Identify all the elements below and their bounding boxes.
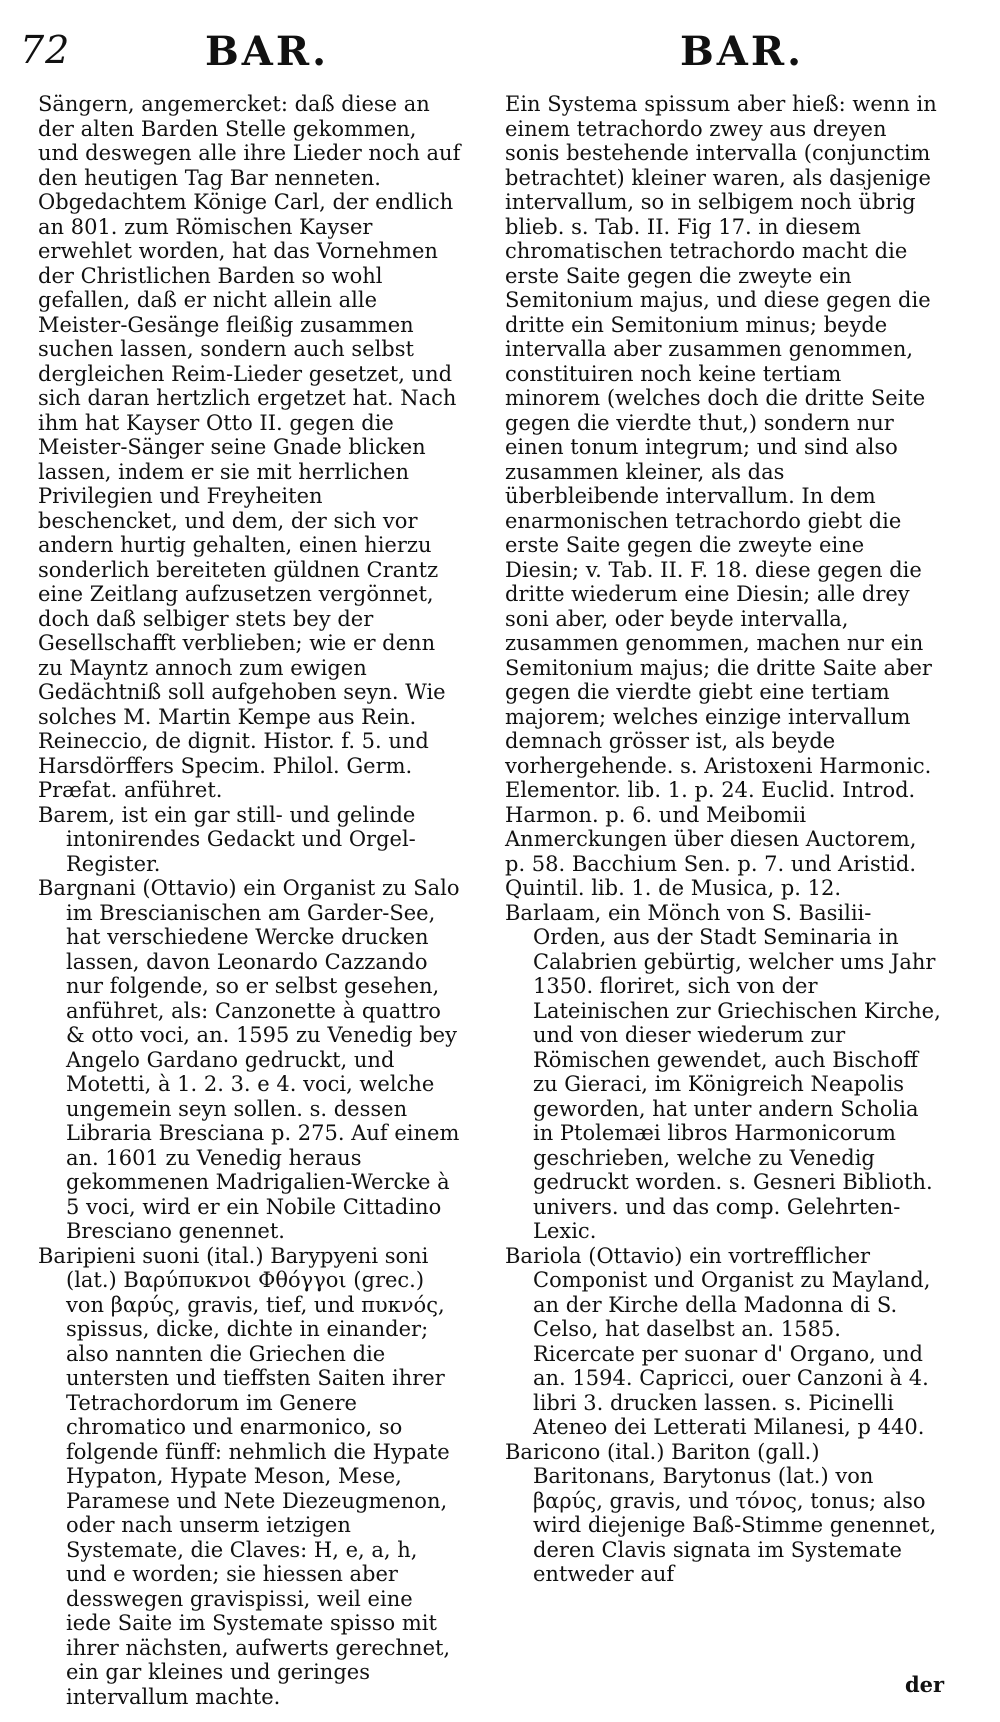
left-column (38, 92, 463, 1709)
entry-barem: Barem, ist ein gar still- und gelinde intonirendes Gedackt und Orgel-Register. (38, 802, 416, 876)
page-number: 72 (20, 28, 71, 72)
entry-baricono: Baricono (ital.) Bariton (gall.) Baritonans, Barytonus (lat.) von βαρύς, gravis, und τόνος, tonus; also wird diejenige Baß-Stimme genennet, deren Clavis signata im Systemate entweder auf (505, 1439, 937, 1586)
entry-barlaam: Barlaam, ein Mönch von S. Basilii-Orden, aus der Stadt Seminaria in Calabrien gebürtig, welcher ums Jahr 1350. floriret, sich von der Lateinischen zur Griechischen Kirche, und von dieser wiederum zur Römischen gewendet, auch Bischoff zu Gieraci, im Königreich Neapolis geworden, hat unter andern Scholia in Ptolemæi libros Harmonicorum geschrieben, welche zu Venedig gedruckt worden. s. Gesneri Biblioth. univers. und das comp. Gelehrten-Lexic. (505, 900, 941, 1243)
continuation-text: Sängern, angemercket: daß diese an der alten Barden Stelle gekommen, und deswegen alle ihre Lieder noch auf den heutigen Tag Bar nenneten. Obgedachtem Könige Carl, der endlich an 801. zum Römischen Kayser erwehlet worden, hat das Vornehmen der Christlichen Barden so wohl gefallen, daß er nicht allein alle Meister-Gesänge fleißig zusammen suchen lassen, sondern auch selbst dergleichen Reim-Lieder gesetzet, und sich daran hertzlich ergetzet hat. Nach ihm hat Kayser Otto II. gegen die Meister-Sänger seine Gnade blicken lassen, indem er sie mit herrlichen Privilegien und Freyheiten beschencket, und dem, der sich vor andern hurtig gehalten, einen hierzu sonderlich bereiteten güldnen Crantz eine Zeitlang aufzusetzen vergönnet, doch daß selbiger stets bey der Gesellschafft verblieben; wie er denn zu Mayntz annoch zum ewigen Gedächtniß soll aufgehoben seyn. Wie solches M. Martin Kempe aus Rein. Reineccio, de dignit. Histor. f. 5. und Harsdörffers Specim. Philol. Germ. Præfat. anführet. (38, 92, 461, 802)
running-head-right: BAR. (680, 28, 805, 75)
right-column (505, 92, 943, 1587)
catchword: der (905, 1672, 945, 1697)
entry-bariola: Bariola (Ottavio) ein vortrefflicher Componist und Organist zu Mayland, an der Kirche della Madonna di S. Celso, hat daselbst an. 1585. Ricercate per suonar d' Organo, und an. 1594. Capricci, ouer Canzoni à 4. libri 3. drucken lassen. s. Picinelli Ateneo dei Letterati Milanesi, p 440. (505, 1243, 931, 1439)
running-head-left: BAR. (205, 28, 330, 75)
entry-bargnani: Bargnani (Ottavio) ein Organist zu Salo im Brescianischen am Garder-See, hat verschiedene Wercke drucken lassen, davon Leonardo Cazzando nur folgende, so er selbst gesehen, anführet, als: Canzonette à quattro & otto voci, an. 1595 zu Venedig bey Angelo Gardano gedruckt, und Motetti, à 1. 2. 3. e 4. voci, welche ungemein seyn sollen. s. dessen Libraria Bresciana p. 275. Auf einem an. 1601 zu Venedig heraus gekommenen Madrigalien-Wercke à 5 voci, wird er ein Nobile Cittadino Bresciano genennet. (38, 876, 460, 1243)
continuation-text: Ein Systema spissum aber hieß: wenn in einem tetrachordo zwey aus dreyen sonis bestehende intervalla (conjunctim betrachtet) kleiner waren, als dasjenige intervallum, so in selbigem noch übrig blieb. s. Tab. II. Fig 17. in diesem chromatischen tetrachordo macht die erste Saite gegen die zweyte ein Semitonium majus, und diese gegen die dritte ein Semitonium minus; beyde intervalla aber zusammen genommen, constituiren noch keine tertiam minorem (welches doch die dritte Seite gegen die vierdte thut,) sondern nur einen tonum integrum; und sind also zusammen kleiner, als das überbleibende intervallum. In dem enarmonischen tetrachordo giebt die erste Saite gegen die zweyte eine Diesin; v. Tab. II. F. 18. diese gegen die dritte wiederum eine Diesin; alle drey soni aber, oder beyde intervalla, zusammen genommen, machen nur ein Semitonium majus; die dritte Saite aber gegen die vierdte giebt eine tertiam majorem; welches einzige intervallum demnach grösser ist, als beyde vorhergehende. s. Aristoxeni Harmonic. Elementor. lib. 1. p. 24. Euclid. Introd. Harmon. p. 6. und Meibomii Anmerckungen über diesen Auctorem, p. 58. Bacchium Sen. p. 7. und Aristid. Quintil. lib. 1. de Musica, p. 12. (505, 92, 937, 900)
entry-baripieni-suoni: Baripieni suoni (ital.) Barypyeni soni (lat.) Βαρύπυκνοι Φθόγγοι (grec.) von βαρύς, gravis, tief, und πυκνός, spissus, dicke, dichte in einander; also nannten die Griechen die untersten und tieffsten Saiten ihrer Tetrachordorum im Genere chromatico und enarmonico, so folgende fünff: nehmlich die Hypate Hypaton, Hypate Meson, Mese, Paramese und Nete Diezeugmenon, oder nach unserm ietzigen Systemate, die Claves: H, e, a, h, und e worden; sie hiessen aber desswegen gravispissi, weil eine iede Saite im Systemate spisso mit ihrer nächsten, aufwerts gerechnet, ein gar kleines und geringes intervallum machte. (38, 1243, 451, 1709)
